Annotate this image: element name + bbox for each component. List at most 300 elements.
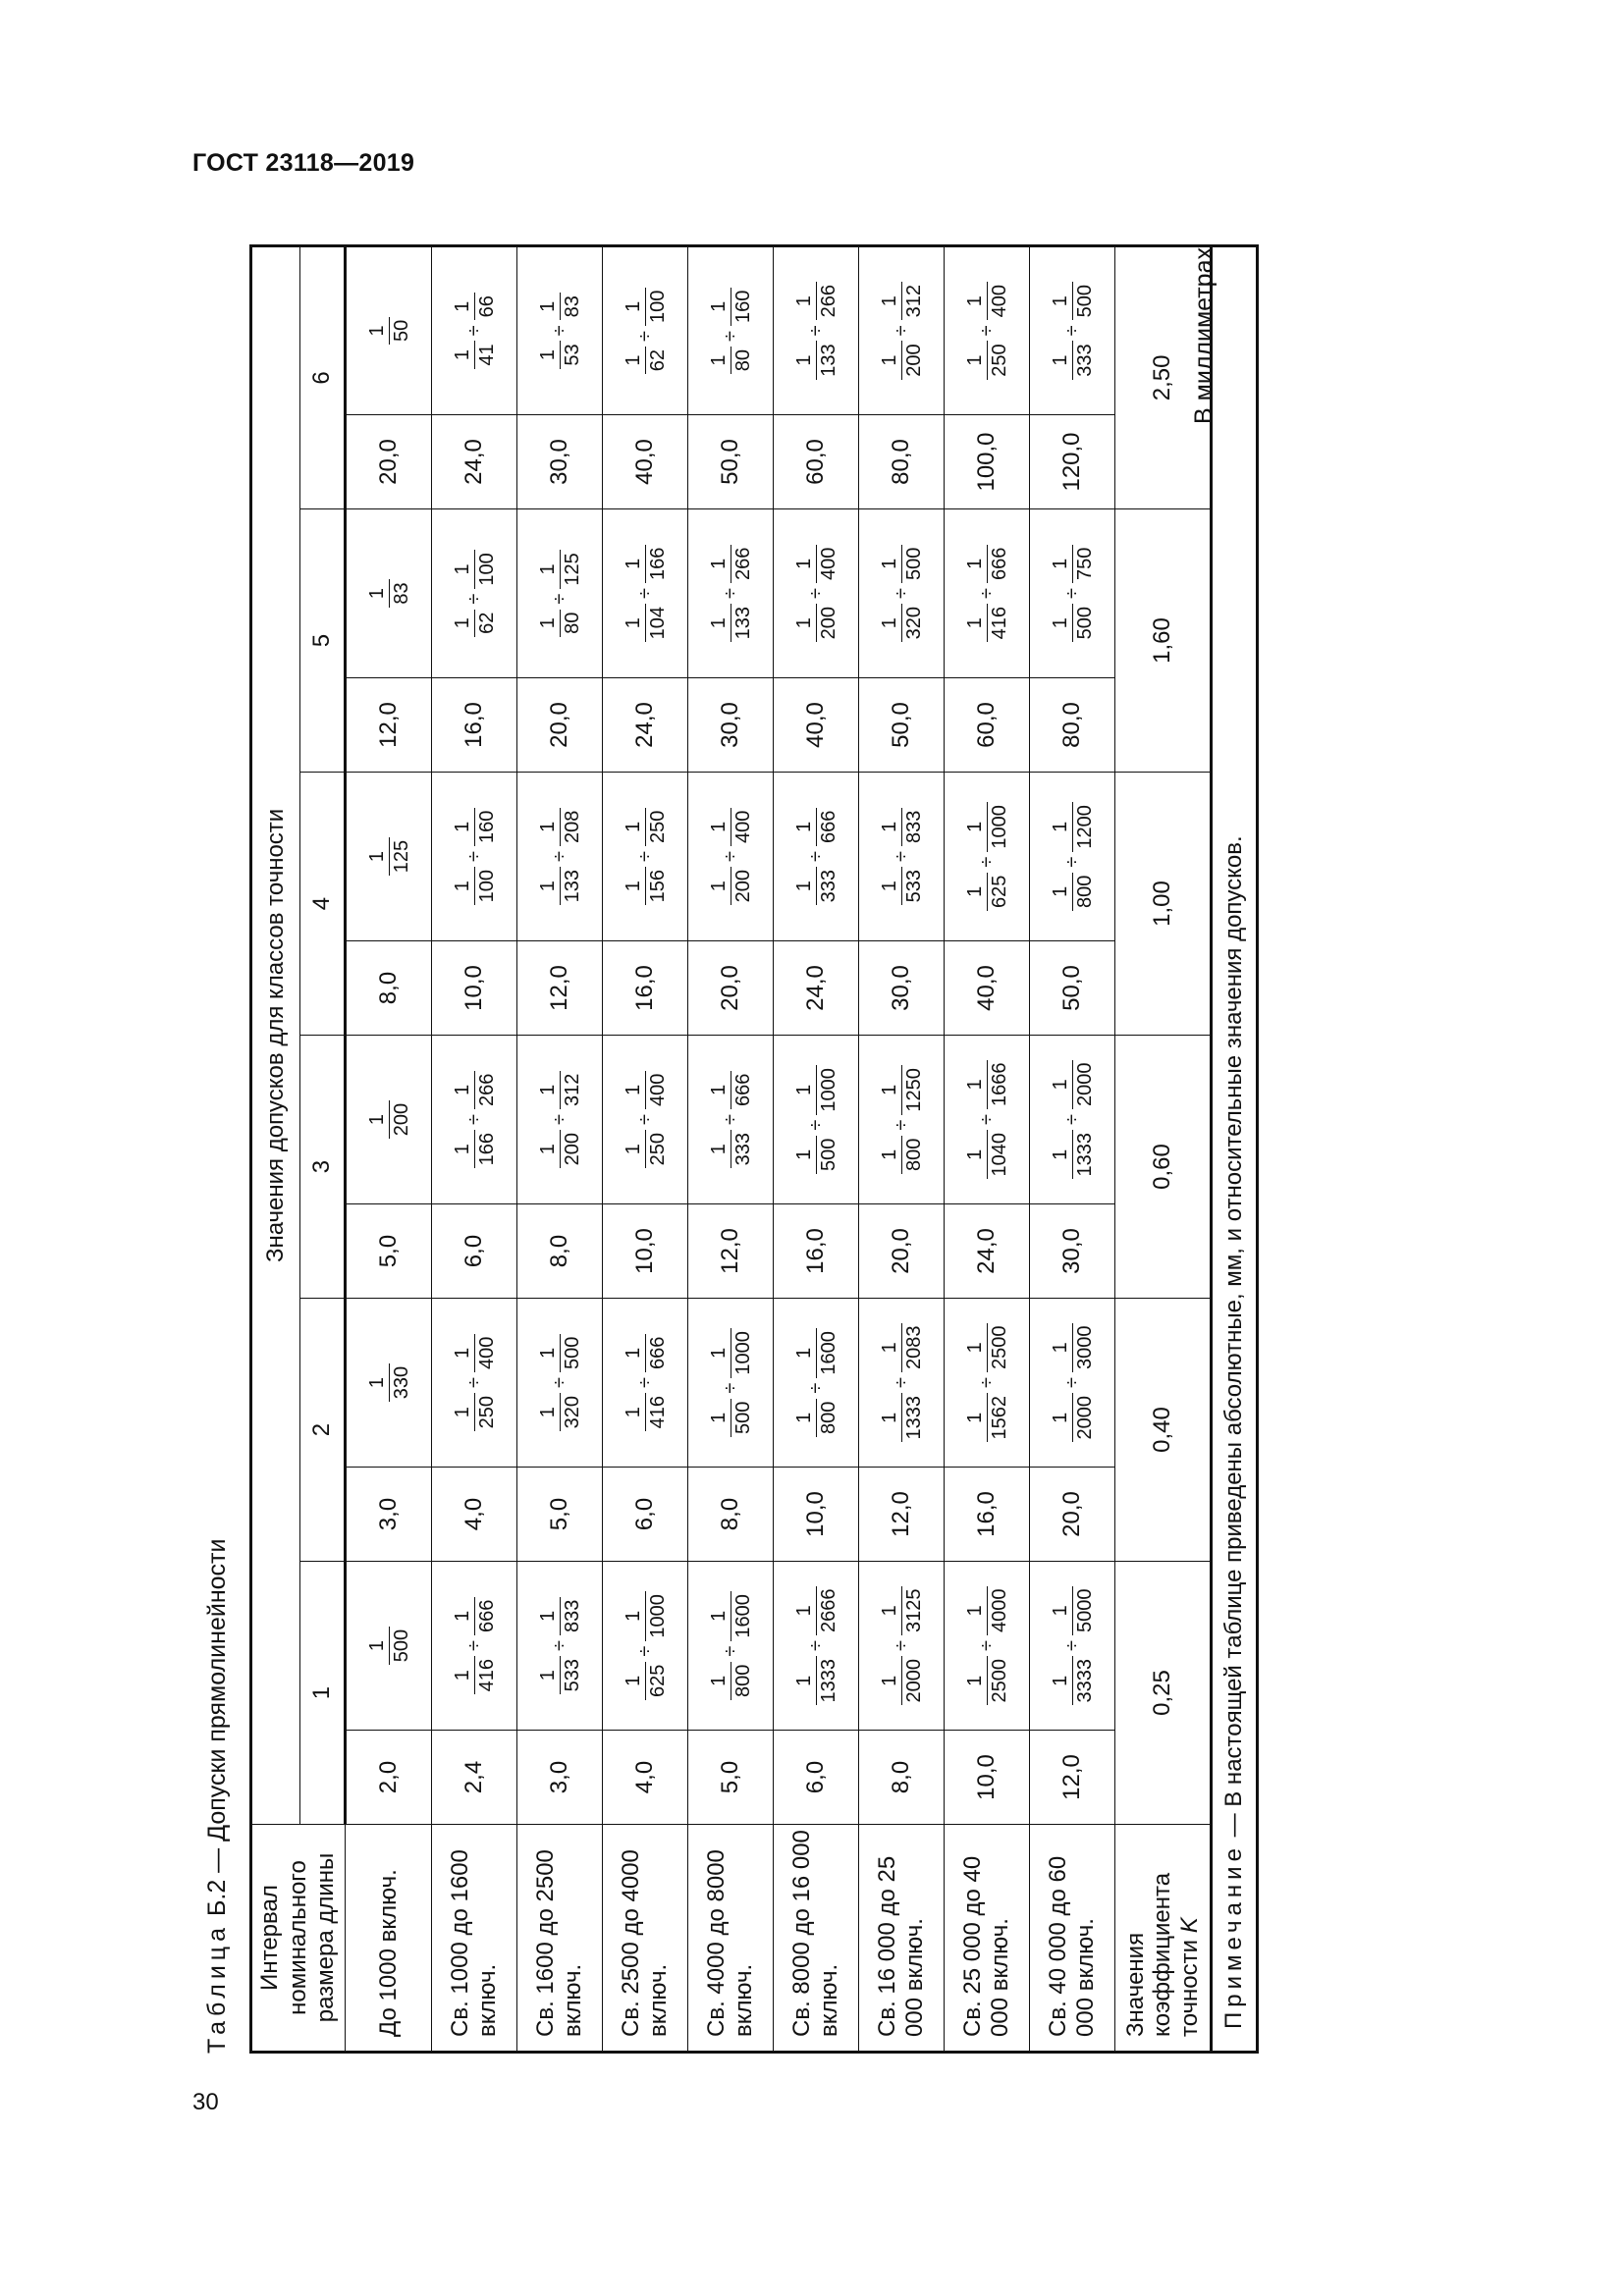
fraction-numerator: 1 (963, 885, 986, 897)
relative-tolerance (603, 245, 688, 414)
absolute-tolerance: 16,0 (945, 1468, 1030, 1562)
fraction (452, 867, 498, 905)
fraction (964, 873, 1010, 911)
fraction-denominator: 666 (816, 808, 839, 846)
fraction-denominator: 133 (560, 867, 583, 905)
fraction-denominator: 533 (560, 1656, 583, 1694)
absolute-tolerance: 40,0 (945, 941, 1030, 1036)
fraction-denominator: 250 (645, 808, 669, 846)
range-separator: ÷ (890, 1119, 912, 1131)
fraction-denominator: 1600 (731, 1591, 754, 1641)
fraction-denominator: 500 (731, 1399, 754, 1437)
relative-tolerance (1030, 1036, 1115, 1204)
fraction-numerator: 1 (707, 1610, 730, 1622)
fraction (879, 341, 925, 379)
fraction (623, 1662, 669, 1700)
fraction (452, 550, 498, 588)
fraction-denominator: 666 (987, 545, 1010, 583)
absolute-tolerance: 3,0 (517, 1731, 603, 1825)
k-coefficient-value: 0,25 (1115, 1562, 1212, 1825)
table-row (346, 245, 432, 2052)
range-separator: ÷ (548, 593, 570, 605)
range-separator: ÷ (804, 588, 827, 599)
k-coefficient-label: Значения коэффициента точности K (1115, 1825, 1212, 2053)
absolute-tolerance: 24,0 (774, 941, 859, 1036)
absolute-tolerance: 30,0 (517, 415, 603, 509)
fraction (708, 1662, 754, 1700)
fraction-numerator: 1 (963, 1675, 986, 1686)
fraction (708, 1071, 754, 1109)
fraction-numerator: 1 (963, 1342, 986, 1354)
tolerance-table (249, 244, 1259, 2054)
fraction-numerator: 1 (536, 1084, 559, 1095)
fraction-denominator: 266 (731, 545, 754, 583)
range-separator: ÷ (890, 588, 912, 599)
fraction (623, 604, 669, 642)
fraction-denominator: 400 (816, 545, 839, 583)
absolute-tolerance: 6,0 (603, 1468, 688, 1562)
class-header-5: 5 (300, 509, 346, 773)
fraction-denominator: 156 (645, 867, 669, 905)
fraction (793, 282, 839, 320)
fraction-numerator: 1 (1049, 885, 1071, 897)
fraction (793, 1328, 839, 1378)
range-separator: ÷ (548, 325, 570, 337)
row-interval-label: Св. 16 000 до 25 000 включ. (859, 1825, 945, 2053)
fraction-denominator: 133 (816, 341, 839, 379)
fraction-denominator: 250 (474, 1393, 498, 1431)
absolute-tolerance: 4,0 (432, 1468, 517, 1562)
relative-tolerance (1030, 1562, 1115, 1731)
fraction-numerator: 1 (451, 300, 473, 312)
fraction-numerator: 1 (792, 558, 815, 569)
fraction-denominator: 833 (901, 808, 925, 846)
fraction-numerator: 1 (878, 881, 900, 892)
fraction-numerator: 1 (1049, 821, 1071, 832)
fraction-numerator: 1 (1049, 1148, 1071, 1160)
relative-tolerance (859, 1036, 945, 1204)
fraction-numerator: 1 (707, 300, 730, 312)
fraction-numerator: 1 (878, 354, 900, 366)
range-separator: ÷ (462, 1114, 485, 1125)
range-separator: ÷ (633, 1645, 656, 1657)
fraction-denominator: 1666 (987, 1060, 1010, 1110)
fraction-numerator: 1 (451, 881, 473, 892)
fraction-denominator: 416 (987, 604, 1010, 642)
fraction (1050, 341, 1096, 379)
range-separator: ÷ (975, 588, 998, 599)
fraction-numerator: 1 (963, 1412, 986, 1423)
fraction-numerator: 1 (792, 1605, 815, 1617)
fraction-numerator: 1 (451, 1670, 473, 1682)
fraction-numerator: 1 (451, 821, 473, 832)
fraction (708, 604, 754, 642)
note-text: — В настоящей таблице приведены абсолютные, мм, и относительные значения допусков. (1220, 835, 1247, 1838)
fraction-denominator: 500 (816, 1136, 839, 1174)
fraction (879, 1656, 925, 1706)
document-header: ГОСТ 23118—2019 (192, 149, 415, 177)
range-separator: ÷ (975, 856, 998, 868)
absolute-tolerance: 10,0 (945, 1731, 1030, 1825)
range-separator: ÷ (975, 1377, 998, 1388)
relative-tolerance (859, 773, 945, 941)
fraction-denominator: 50 (389, 317, 412, 345)
absolute-tolerance: 16,0 (603, 941, 688, 1036)
relative-tolerance (688, 1036, 774, 1204)
fraction-denominator: 5000 (1072, 1586, 1096, 1636)
absolute-tolerance: 30,0 (859, 941, 945, 1036)
fraction-denominator: 312 (560, 1071, 583, 1109)
range-separator: ÷ (633, 851, 656, 862)
fraction-numerator: 1 (707, 617, 730, 629)
fraction-denominator: 133 (731, 604, 754, 642)
fraction-denominator: 100 (474, 867, 498, 905)
fraction (537, 610, 583, 637)
fraction-denominator: 2500 (987, 1323, 1010, 1373)
relative-tolerance (774, 1036, 859, 1204)
fraction-denominator: 1000 (816, 1065, 839, 1115)
k-coefficient-value: 1,00 (1115, 773, 1212, 1036)
relative-tolerance (603, 1562, 688, 1731)
absolute-tolerance: 50,0 (859, 678, 945, 773)
fraction (879, 604, 925, 642)
fraction-numerator: 1 (1049, 1342, 1071, 1354)
range-separator: ÷ (804, 1119, 827, 1131)
relative-tolerance (859, 509, 945, 678)
table-row (774, 245, 859, 2052)
fraction (1050, 1586, 1096, 1636)
fraction (793, 604, 839, 642)
table-title-prefix: Таблица (202, 1922, 231, 2054)
fraction-numerator: 1 (622, 881, 644, 892)
fraction-numerator: 1 (963, 821, 986, 832)
range-separator: ÷ (890, 1377, 912, 1388)
fraction-denominator: 312 (901, 282, 925, 320)
fraction (708, 545, 754, 583)
relative-tolerance (1030, 1299, 1115, 1468)
fraction-denominator: 1333 (901, 1393, 925, 1443)
range-separator: ÷ (1060, 856, 1083, 868)
fraction-numerator: 1 (451, 617, 473, 629)
relative-tolerance (945, 1299, 1030, 1468)
absolute-tolerance: 24,0 (945, 1204, 1030, 1299)
fraction (879, 1136, 925, 1174)
fraction (452, 1130, 498, 1168)
fraction-denominator: 166 (645, 545, 669, 583)
fraction-numerator: 1 (963, 1148, 986, 1160)
fraction-numerator: 1 (792, 617, 815, 629)
fraction-denominator: 41 (474, 341, 498, 368)
fraction (366, 1627, 412, 1665)
fraction-numerator: 1 (963, 1079, 986, 1091)
fraction-denominator: 416 (474, 1656, 498, 1694)
absolute-tolerance: 6,0 (774, 1731, 859, 1825)
row-interval-label: Св. 4000 до 8000 включ. (688, 1825, 774, 2053)
fraction-denominator: 200 (389, 1100, 412, 1139)
table-title (192, 1539, 242, 2054)
fraction (964, 282, 1010, 320)
relative-tolerance (688, 509, 774, 678)
fraction-numerator: 1 (707, 354, 730, 366)
fraction-denominator: 400 (731, 808, 754, 846)
fraction (537, 1393, 583, 1431)
relative-tolerance (432, 1036, 517, 1204)
fraction (452, 610, 498, 637)
fraction-denominator: 66 (474, 293, 498, 320)
fraction (879, 808, 925, 846)
absolute-tolerance: 16,0 (432, 678, 517, 773)
relative-tolerance (774, 245, 859, 414)
fraction-numerator: 1 (622, 1084, 644, 1095)
class-header-2: 2 (300, 1299, 346, 1562)
fraction-denominator: 200 (731, 867, 754, 905)
range-separator: ÷ (462, 851, 485, 862)
range-separator: ÷ (548, 1377, 570, 1388)
fraction (537, 867, 583, 905)
range-separator: ÷ (804, 1382, 827, 1394)
absolute-tolerance: 10,0 (432, 941, 517, 1036)
relative-tolerance (945, 509, 1030, 678)
fraction-denominator: 53 (560, 341, 583, 368)
range-separator: ÷ (1060, 1114, 1083, 1125)
fraction-numerator: 1 (1049, 1675, 1071, 1686)
absolute-tolerance: 50,0 (1030, 941, 1115, 1036)
fraction-denominator: 266 (474, 1071, 498, 1109)
fraction-numerator: 1 (792, 295, 815, 307)
fraction-numerator: 1 (878, 821, 900, 832)
range-separator: ÷ (890, 1640, 912, 1651)
group-header: Значения допусков для классов точности (251, 245, 300, 1824)
relative-tolerance (432, 245, 517, 414)
fraction-numerator: 1 (707, 558, 730, 569)
fraction-denominator: 80 (560, 610, 583, 637)
fraction-numerator: 1 (365, 1639, 388, 1652)
relative-tolerance (346, 1562, 432, 1731)
range-separator: ÷ (719, 1645, 741, 1657)
absolute-tolerance: 120,0 (1030, 415, 1115, 509)
fraction-denominator: 800 (901, 1136, 925, 1174)
fraction (537, 1130, 583, 1168)
table-note (1212, 245, 1258, 2052)
absolute-tolerance: 5,0 (688, 1731, 774, 1825)
absolute-tolerance: 12,0 (688, 1204, 774, 1299)
fraction (879, 545, 925, 583)
fraction-denominator: 750 (1072, 545, 1096, 583)
range-separator: ÷ (804, 325, 827, 337)
fraction-numerator: 1 (622, 1144, 644, 1155)
relative-tolerance (432, 509, 517, 678)
fraction-numerator: 1 (536, 563, 559, 575)
fraction (623, 808, 669, 846)
table-row (517, 245, 603, 2052)
fraction (793, 1065, 839, 1115)
absolute-tolerance: 80,0 (1030, 678, 1115, 773)
fraction-denominator: 200 (901, 341, 925, 379)
relative-tolerance (517, 1562, 603, 1731)
absolute-tolerance: 20,0 (859, 1204, 945, 1299)
fraction-denominator: 625 (987, 873, 1010, 911)
fraction-numerator: 1 (622, 558, 644, 569)
fraction-numerator: 1 (622, 300, 644, 312)
range-separator: ÷ (890, 325, 912, 337)
fraction (1050, 1323, 1096, 1373)
fraction-denominator: 104 (645, 604, 669, 642)
absolute-tolerance: 40,0 (603, 415, 688, 509)
fraction-denominator: 533 (901, 867, 925, 905)
fraction-numerator: 1 (536, 821, 559, 832)
relative-tolerance (688, 773, 774, 941)
relative-tolerance (688, 1299, 774, 1468)
fraction-denominator: 333 (731, 1130, 754, 1168)
row-interval-label: Св. 8000 до 16 000 включ. (774, 1825, 859, 2053)
fraction (793, 1136, 839, 1174)
range-separator: ÷ (462, 325, 485, 337)
fraction-numerator: 1 (1049, 617, 1071, 629)
class-header-6: 6 (300, 245, 346, 508)
range-separator: ÷ (1060, 325, 1083, 337)
absolute-tolerance: 16,0 (774, 1204, 859, 1299)
fraction-numerator: 1 (451, 1084, 473, 1095)
fraction-numerator: 1 (792, 881, 815, 892)
relative-tolerance (859, 1562, 945, 1731)
absolute-tolerance: 10,0 (774, 1468, 859, 1562)
fraction-denominator: 1600 (816, 1328, 839, 1378)
table-row (603, 245, 688, 2052)
fraction-denominator: 4000 (987, 1586, 1010, 1636)
fraction-numerator: 1 (878, 1412, 900, 1423)
fraction (537, 1656, 583, 1694)
fraction (452, 808, 498, 846)
fraction-numerator: 1 (451, 1144, 473, 1155)
fraction-numerator: 1 (792, 821, 815, 832)
range-separator: ÷ (975, 325, 998, 337)
fraction-denominator: 416 (645, 1393, 669, 1431)
fraction-numerator: 1 (963, 1605, 986, 1617)
fraction (623, 1071, 669, 1109)
fraction-numerator: 1 (707, 1675, 730, 1686)
absolute-tolerance: 24,0 (603, 678, 688, 773)
row-interval-label: Св. 1600 до 2500 включ. (517, 1825, 603, 2053)
fraction-numerator: 1 (622, 354, 644, 366)
fraction-denominator: 1040 (987, 1130, 1010, 1180)
absolute-tolerance: 8,0 (517, 1204, 603, 1299)
absolute-tolerance: 40,0 (774, 678, 859, 773)
row-interval-label: Св. 40 000 до 60 000 включ. (1030, 1825, 1115, 2053)
fraction-numerator: 1 (878, 1605, 900, 1617)
fraction-denominator: 500 (560, 1334, 583, 1372)
fraction-numerator: 1 (622, 1610, 644, 1622)
fraction (623, 1591, 669, 1641)
fraction-numerator: 1 (536, 348, 559, 361)
absolute-tolerance: 10,0 (603, 1204, 688, 1299)
fraction-denominator: 83 (560, 293, 583, 320)
fraction-denominator: 1562 (987, 1393, 1010, 1443)
fraction (1050, 282, 1096, 320)
fraction (708, 1399, 754, 1437)
fraction-numerator: 1 (963, 617, 986, 629)
fraction (1050, 802, 1096, 852)
relative-tolerance (603, 1036, 688, 1204)
fraction (623, 1130, 669, 1168)
fraction-numerator: 1 (536, 300, 559, 312)
fraction (537, 550, 583, 588)
fraction (793, 341, 839, 379)
absolute-tolerance: 100,0 (945, 415, 1030, 509)
range-separator: ÷ (975, 1114, 998, 1125)
fraction-numerator: 1 (878, 295, 900, 307)
range-separator: ÷ (804, 1640, 827, 1651)
fraction-numerator: 1 (792, 1675, 815, 1686)
range-separator: ÷ (719, 588, 741, 599)
relative-tolerance (346, 1299, 432, 1468)
range-separator: ÷ (633, 588, 656, 599)
range-separator: ÷ (719, 1114, 741, 1125)
absolute-tolerance: 20,0 (346, 415, 432, 509)
fraction-numerator: 1 (878, 1342, 900, 1354)
fraction (879, 1065, 925, 1115)
fraction-denominator: 666 (731, 1071, 754, 1109)
range-separator: ÷ (719, 1382, 741, 1394)
fraction-numerator: 1 (878, 1675, 900, 1686)
k-coefficient-value: 1,60 (1115, 509, 1212, 773)
fraction-denominator: 250 (987, 341, 1010, 379)
k-coefficient-row (1115, 245, 1212, 2052)
range-separator: ÷ (719, 851, 741, 862)
absolute-tolerance: 60,0 (774, 415, 859, 509)
fraction-denominator: 200 (560, 1130, 583, 1168)
range-separator: ÷ (633, 1377, 656, 1388)
fraction-denominator: 2083 (901, 1323, 925, 1373)
row-interval-label: До 1000 включ. (346, 1825, 432, 2053)
fraction (964, 1130, 1010, 1180)
fraction (879, 1586, 925, 1636)
fraction-numerator: 1 (536, 1670, 559, 1682)
interval-header: Интервал номинального размера длины (251, 1825, 346, 2053)
fraction-denominator: 1000 (731, 1328, 754, 1378)
fraction (452, 293, 498, 320)
fraction-numerator: 1 (878, 1084, 900, 1095)
range-separator: ÷ (719, 330, 741, 342)
relative-tolerance (1030, 773, 1115, 941)
absolute-tolerance: 30,0 (688, 678, 774, 773)
absolute-tolerance: 8,0 (688, 1468, 774, 1562)
class-header-4: 4 (300, 773, 346, 1036)
fraction-numerator: 1 (622, 821, 644, 832)
fraction-denominator: 3000 (1072, 1323, 1096, 1373)
fraction-numerator: 1 (1049, 558, 1071, 569)
fraction-denominator: 400 (987, 282, 1010, 320)
relative-tolerance (517, 773, 603, 941)
relative-tolerance (603, 1299, 688, 1468)
fraction-numerator: 1 (1049, 1079, 1071, 1091)
table-row (1030, 245, 1115, 2052)
range-separator: ÷ (1060, 1640, 1083, 1651)
relative-tolerance (432, 1562, 517, 1731)
fraction (452, 1393, 498, 1431)
fraction (964, 1060, 1010, 1110)
fraction (537, 808, 583, 846)
relative-tolerance (346, 1036, 432, 1204)
relative-tolerance (517, 1036, 603, 1204)
fraction-numerator: 1 (878, 1148, 900, 1160)
relative-tolerance (517, 509, 603, 678)
fraction-numerator: 1 (622, 1347, 644, 1359)
absolute-tolerance: 20,0 (1030, 1468, 1115, 1562)
fraction-denominator: 333 (816, 867, 839, 905)
note-row (1212, 245, 1258, 2052)
fraction-numerator: 1 (707, 1347, 730, 1359)
fraction-denominator: 3333 (1072, 1656, 1096, 1706)
